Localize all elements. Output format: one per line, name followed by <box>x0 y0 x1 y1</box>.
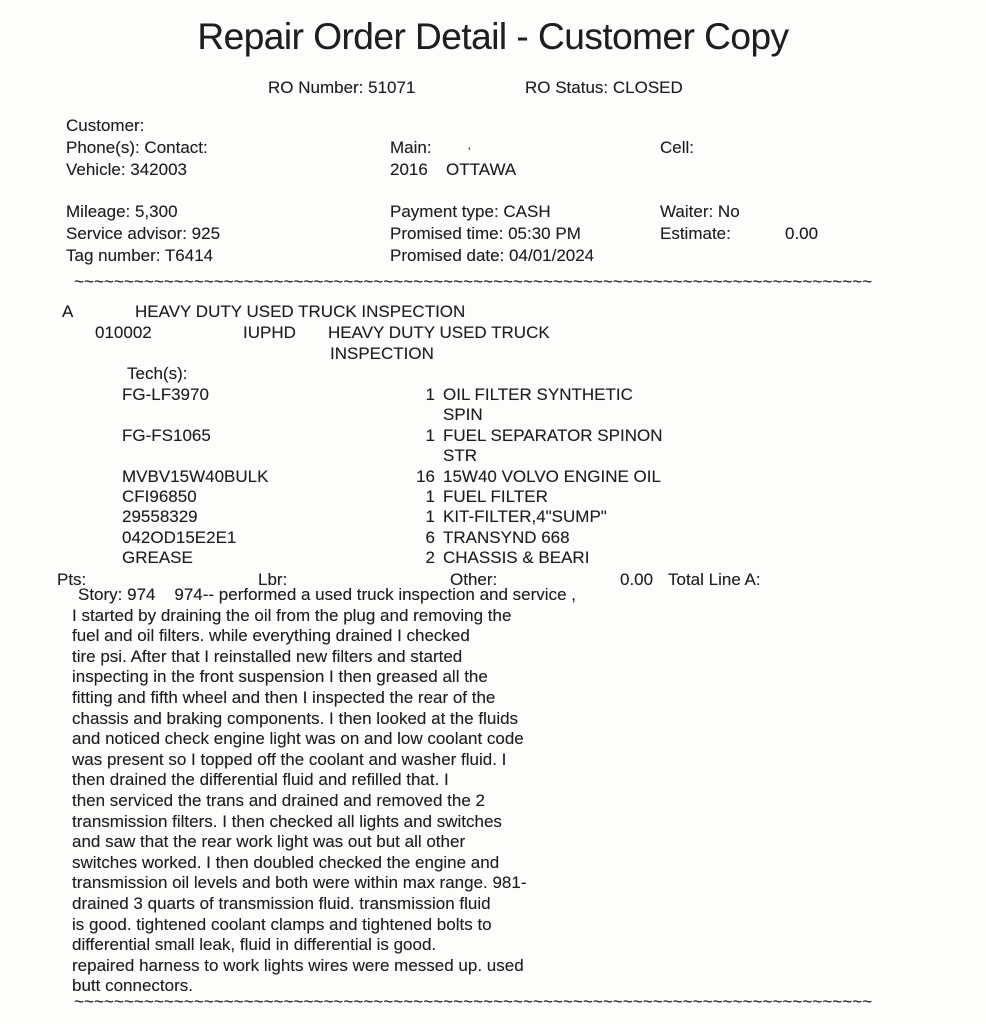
story-line: fuel and oil filters. while everything drained I checked <box>72 626 470 646</box>
part-row <box>0 507 986 527</box>
estimate-value: 0.00 <box>785 224 819 243</box>
story-line: switches worked. I then doubled checked the engine and <box>72 852 500 872</box>
part-description <box>443 487 986 507</box>
tag-number: Tag number: T6414 <box>66 246 214 265</box>
part-number: MVBV15W40BULK <box>122 466 269 486</box>
promised-time: Promised time: 05:30 PM <box>390 224 581 243</box>
promised-date: Promised date: 04/01/2024 <box>390 246 595 265</box>
part-quantity: 6 <box>425 527 435 547</box>
part-description-line: STR <box>443 446 477 466</box>
separator-top: ~~~~~~~~~~~~~~~~~~~~~~~~~~~~~~~~~~~~~~~~~~~~~~~~~~~~~~~~~~~~~~~~~~~~~~~~~~~~~~~~ <box>74 272 873 291</box>
customer-label: Customer: <box>66 116 145 135</box>
part-row <box>0 385 986 426</box>
part-description-line: OIL FILTER SYNTHETIC <box>443 385 633 404</box>
part-quantity: 1 <box>425 385 435 404</box>
op-description-line2: INSPECTION <box>330 344 434 363</box>
part-number: 29558329 <box>122 507 198 527</box>
story-line: was present so I topped off the coolant and washer fluid. I <box>72 749 507 769</box>
story-line: and noticed check engine light was on and low coolant code <box>72 729 524 749</box>
story-line: and saw that the rear work light was out but all other <box>72 832 466 852</box>
scan-artifact-mark: ’ <box>468 146 471 158</box>
other-label: Other: <box>450 570 498 589</box>
part-description <box>443 548 986 568</box>
mileage: Mileage: 5,300 <box>66 202 178 221</box>
story-line: repaired harness to work lights wires were messed up. used <box>72 955 524 975</box>
story-block <box>72 585 932 997</box>
op-code: 010002 <box>95 323 152 342</box>
parts-list <box>0 385 986 569</box>
estimate-label: Estimate: <box>660 224 731 243</box>
op-description-line1: HEAVY DUTY USED TRUCK <box>328 323 550 342</box>
part-description-line: TRANSYND 668 <box>443 527 570 547</box>
story-line: transmission oil levels and both were within max range. 981- <box>72 873 527 893</box>
story-line: chassis and braking components. I then looked at the fluids <box>72 708 519 728</box>
story-line: Story: 974 974-- performed a used truck inspection and service , <box>78 585 576 604</box>
service-advisor: Service advisor: 925 <box>66 224 221 243</box>
part-quantity: 16 <box>416 466 435 486</box>
part-description-line: 15W40 VOLVO ENGINE OIL <box>443 466 661 486</box>
part-quantity: 2 <box>425 548 435 568</box>
part-quantity: 1 <box>425 425 435 445</box>
story-line: then drained the differential fluid and refilled that. I <box>72 770 449 790</box>
story-line: then serviced the trans and drained and removed the 2 <box>72 790 485 810</box>
story-line: butt connectors. <box>72 976 193 996</box>
story-line: tire psi. After that I reinstalled new filters and started <box>72 646 463 666</box>
part-description <box>443 426 986 467</box>
story-line: I started by draining the oil from the plug and removing the <box>72 605 512 625</box>
part-number: FG-FS1065 <box>122 425 211 445</box>
ro-number: RO Number: 51071 <box>268 78 416 97</box>
story-line: differential small leak, fluid in differential is good. <box>72 935 437 955</box>
page-title: Repair Order Detail - Customer Copy <box>197 16 789 57</box>
cell-label: Cell: <box>660 138 695 157</box>
part-row <box>0 548 986 568</box>
part-description-line: CHASSIS & BEARI <box>443 548 590 568</box>
vehicle-model: OTTAWA <box>446 160 517 179</box>
part-description-line: FUEL FILTER <box>443 487 548 507</box>
part-description-line: SPIN <box>443 405 483 425</box>
story-line: drained 3 quarts of transmission fluid. transmission fluid <box>72 893 491 913</box>
line-id: A <box>62 302 74 321</box>
lbr-label: Lbr: <box>258 570 288 589</box>
part-row <box>0 528 986 548</box>
part-description <box>443 467 986 487</box>
part-number: FG-LF3970 <box>122 385 209 404</box>
part-row <box>0 426 986 467</box>
part-row <box>0 467 986 487</box>
phones-label: Phone(s): Contact: <box>66 138 208 157</box>
part-description <box>443 385 986 426</box>
vehicle-year: 2016 <box>390 160 428 179</box>
part-row <box>0 487 986 507</box>
part-description <box>443 528 986 548</box>
total-line-a-label: Total Line A: <box>668 570 761 589</box>
ro-status: RO Status: CLOSED <box>525 78 683 97</box>
part-number: GREASE <box>122 548 193 568</box>
waiter: Waiter: No <box>660 202 740 221</box>
part-number: 042OD15E2E1 <box>122 527 237 547</box>
techs-label: Tech(s): <box>127 364 188 383</box>
separator-bottom: ~~~~~~~~~~~~~~~~~~~~~~~~~~~~~~~~~~~~~~~~~~~~~~~~~~~~~~~~~~~~~~~~~~~~~~~~~~~~~~~~ <box>74 992 873 1011</box>
op-id: IUPHD <box>243 323 296 342</box>
part-quantity: 1 <box>425 487 435 507</box>
line-title: HEAVY DUTY USED TRUCK INSPECTION <box>135 302 466 321</box>
vehicle-number: Vehicle: 342003 <box>66 160 187 179</box>
part-description <box>443 507 986 527</box>
part-number: CFI96850 <box>122 487 197 507</box>
story-line: transmission filters. I then checked all lights and switches <box>72 811 502 831</box>
part-description-line: KIT-FILTER,4"SUMP" <box>443 507 607 527</box>
story-line: fitting and fifth wheel and then I inspected the rear of the <box>72 687 496 707</box>
part-quantity: 1 <box>425 507 435 527</box>
payment-type: Payment type: CASH <box>390 202 551 221</box>
pts-label: Pts: <box>57 570 87 589</box>
main-label: Main: <box>390 138 432 157</box>
part-description-line: FUEL SEPARATOR SPINON <box>443 425 663 445</box>
other-value: 0.00 <box>620 570 654 589</box>
story-line: is good. tightened coolant clamps and tightened bolts to <box>72 914 492 934</box>
story-line: inspecting in the front suspension I then greased all the <box>72 667 488 687</box>
